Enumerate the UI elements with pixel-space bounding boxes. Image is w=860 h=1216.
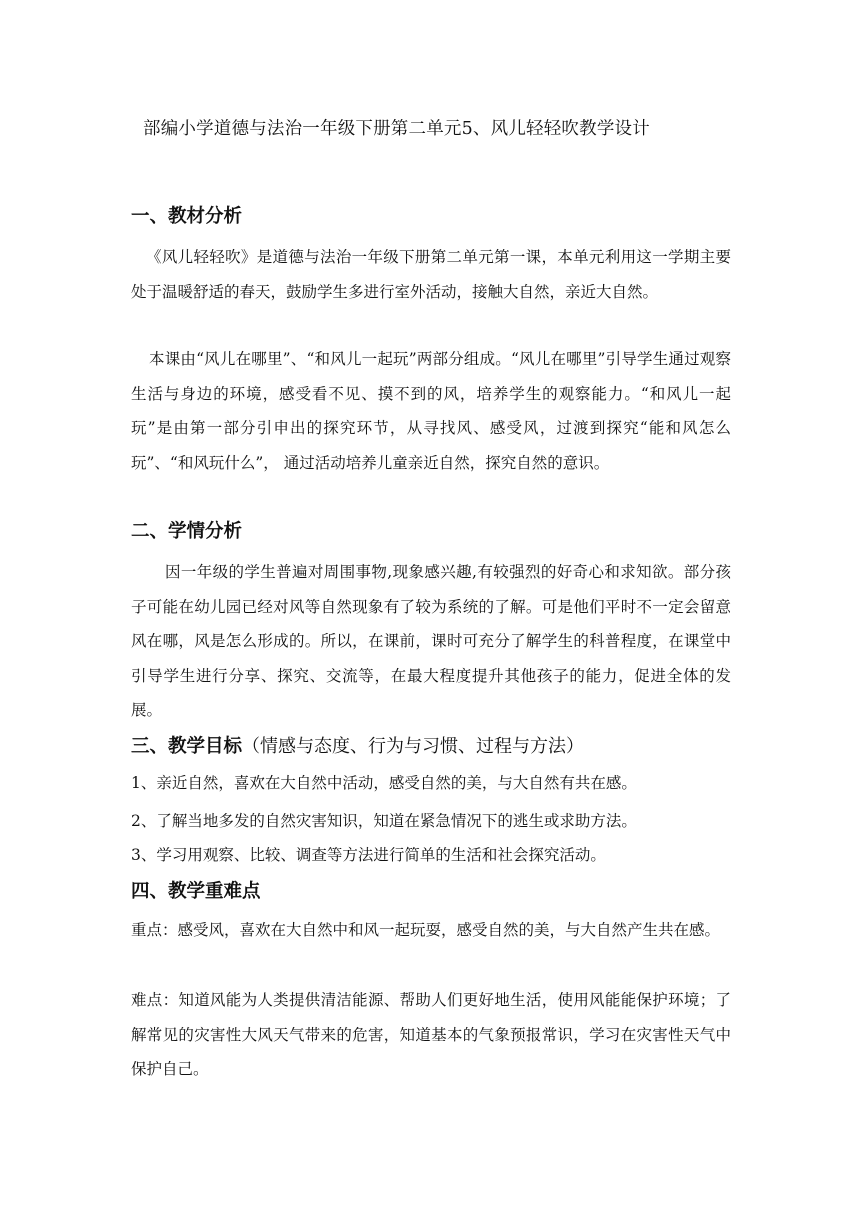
- section-heading-teaching-goals: [131, 733, 751, 761]
- teaching-goal-item-3: 3、学习用观察、比较、调查等方法进行简单的生活和社会探究活动。: [131, 846, 606, 864]
- key-point-paragraph: 重点：感受风，喜欢在大自然中和风一起玩耍，感受自然的美，与大自然产生共在感。: [131, 921, 721, 939]
- section-heading-student-analysis: 二、学情分析: [131, 521, 243, 542]
- teaching-goal-item-1: 1、亲近自然，喜欢在大自然中活动，感受自然的美，与大自然有共在感。: [131, 774, 637, 792]
- teaching-goals-heading-sub: （情感与态度、行为与习惯、过程与方法）: [242, 736, 585, 757]
- difficult-point-paragraph: 难点：知道风能为人类提供清洁能源、帮助人们更好地生活，使用风能能保护环境；了解常见的灾害性大风天气带来的危害，知道基本的气象预报常识，学习在灾害性天气中保护自己。: [131, 991, 731, 1078]
- student-analysis-paragraph: 因一年级的学生普遍对周围事物,现象感兴趣,有较强烈的好奇心和求知欲。部分孩子可能在幼儿园已经对风等自然现象有了较为系统的了解。可是他们平时不一定会留意风在哪，风是怎么形成的。所以，在课前，课时可充分了解学生的科普程度，在课堂中引导学生进行分享、探究、交流等，在最大程度提升其他孩子的能力，促进全体的发展。: [131, 563, 731, 719]
- document-title: 部编小学道德与法治一年级下册第二单元5、风儿轻轻吹教学设计: [143, 119, 650, 139]
- section-heading-materials-analysis: 一、教材分析: [131, 206, 243, 227]
- teaching-goals-heading-main: 三、教学目标: [131, 736, 243, 757]
- materials-analysis-paragraph-1: 《风儿轻轻吹》是道德与法治一年级下册第二单元第一课，本单元利用这一学期主要处于温暖舒适的春天，鼓励学生多进行室外活动，接触大自然，亲近大自然。: [131, 248, 731, 301]
- teaching-goal-item-2: 2、了解当地多发的自然灾害知识，知道在紧急情况下的逃生或求助方法。: [131, 812, 637, 830]
- materials-analysis-paragraph-2: 本课由“风儿在哪里”、“和风儿一起玩”两部分组成。“风儿在哪里”引导学生通过观察生活与身边的环境，感受看不见、摸不到的风，培养学生的观察能力。“和风儿一起玩”是由第一部分引申出的探究环节，从寻找风、感受风，过渡到探究“能和风怎么玩”、“和风玩什么”， 通过活动培养儿童亲近自然，探究自然的意识。: [131, 350, 731, 472]
- section-heading-key-difficult-points: 四、教学重难点: [131, 881, 261, 902]
